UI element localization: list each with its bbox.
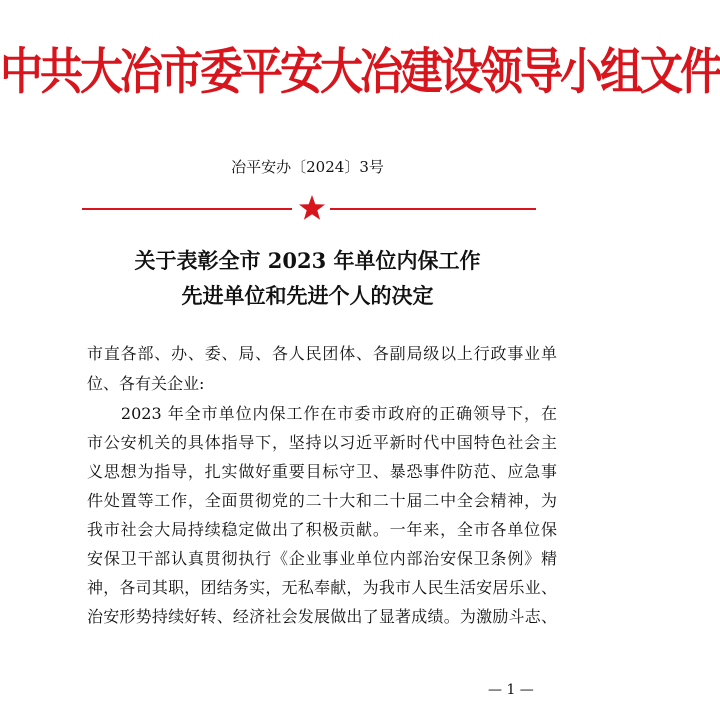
document-number: 冶平安办〔2024〕3号 [231,158,384,176]
document-header-title: 中共大冶市委平安大冶建设领导小组文件 [0,43,720,101]
addressee-line-2: 位、各有关企业: [87,374,205,393]
red-star-icon [298,194,326,222]
body-paragraph-line: 2023 年全市单位内保工作在市委市政府的正确领导下，在 [87,404,557,423]
body-paragraph-line: 我市社会大局持续稳定做出了积极贡献。一年来，全市各单位保 [87,520,557,539]
document-title-line-1: 关于表彰全市 2023 年单位内保工作 [134,248,481,273]
body-paragraph-line: 市公安机关的具体指导下，坚持以习近平新时代中国特色社会主 [87,433,557,452]
body-paragraph-line: 神，各司其职，团结务实，无私奉献，为我市人民生活安居乐业、 [87,578,557,597]
body-paragraph-line: 件处置等工作，全面贯彻党的二十大和二十届二中全会精神，为 [87,491,557,510]
red-divider-right [330,208,536,210]
addressee-line-1: 市直各部、办、委、局、各人民团体、各副局级以上行政事业单 [87,344,557,363]
red-divider-left [82,208,292,210]
body-paragraph-line: 安保卫干部认真贯彻执行《企业事业单位内部治安保卫条例》精 [87,549,557,568]
page-number: — 1 — [488,682,534,698]
body-paragraph-line: 义思想为指导，扎实做好重要目标守卫、暴恐事件防范、应急事 [87,462,557,481]
document-title-line-2: 先进单位和先进个人的决定 [181,283,434,308]
body-paragraph-line: 治安形势持续好转、经济社会发展做出了显著成绩。为激励斗志、 [87,607,557,626]
